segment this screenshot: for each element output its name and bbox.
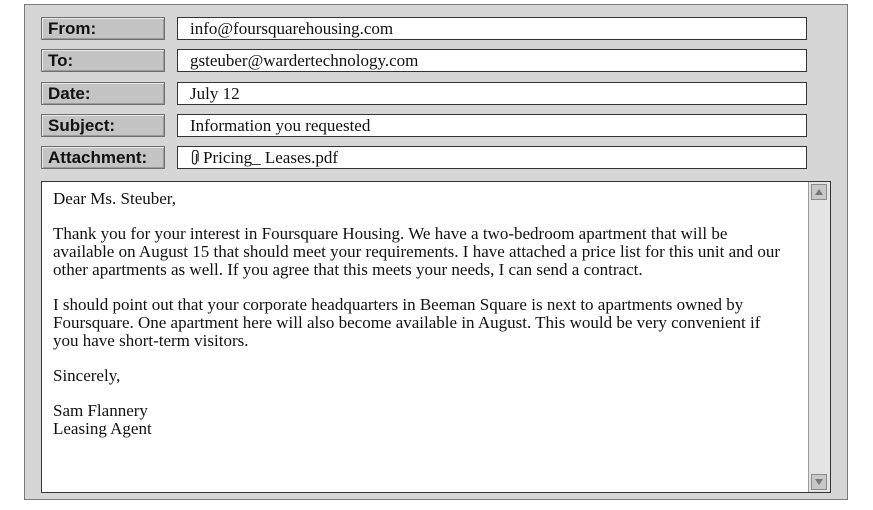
sender-name: Sam Flannery bbox=[53, 401, 148, 420]
message-body[interactable] bbox=[41, 181, 831, 493]
vertical-scrollbar[interactable] bbox=[808, 182, 830, 492]
subject-field[interactable]: Information you requested bbox=[177, 114, 807, 137]
email-window bbox=[24, 4, 848, 500]
attachment-label: Attachment: bbox=[41, 146, 165, 169]
to-label: To: bbox=[41, 49, 165, 72]
attachment-filename[interactable]: Pricing_ Leases.pdf bbox=[203, 148, 339, 167]
greeting: Dear Ms. Steuber, bbox=[53, 189, 177, 208]
attachment-field[interactable] bbox=[177, 146, 807, 169]
paragraph-2: I should point out that your corporate headquarters in Beeman Square is next to apartments owned by Foursquare. One apartment here will also become available in August. This would be very convenient if you have short-term visitors. bbox=[53, 295, 761, 350]
scroll-up-button[interactable] bbox=[811, 184, 827, 200]
sender-title: Leasing Agent bbox=[53, 419, 152, 438]
scroll-down-button[interactable] bbox=[811, 474, 827, 490]
paragraph-1: Thank you for your interest in Foursquare Housing. We have a two-bedroom apartment that will be available on August 15 that should meet your requirements. I have attached a price list for this unit and our other apartments as well. If you agree that this meets your needs, I can send a contract. bbox=[53, 224, 781, 279]
arrow-up-icon bbox=[815, 189, 823, 195]
date-label: Date: bbox=[41, 82, 165, 105]
closing: Sincerely, bbox=[53, 366, 121, 385]
from-label: From: bbox=[41, 17, 165, 40]
to-field[interactable]: gsteuber@wardertechnology.com bbox=[177, 49, 807, 72]
paperclip-icon bbox=[190, 150, 200, 166]
date-field[interactable]: July 12 bbox=[177, 82, 807, 105]
from-field[interactable]: info@foursquarehousing.com bbox=[177, 17, 807, 40]
subject-label: Subject: bbox=[41, 114, 165, 137]
arrow-down-icon bbox=[815, 479, 823, 485]
